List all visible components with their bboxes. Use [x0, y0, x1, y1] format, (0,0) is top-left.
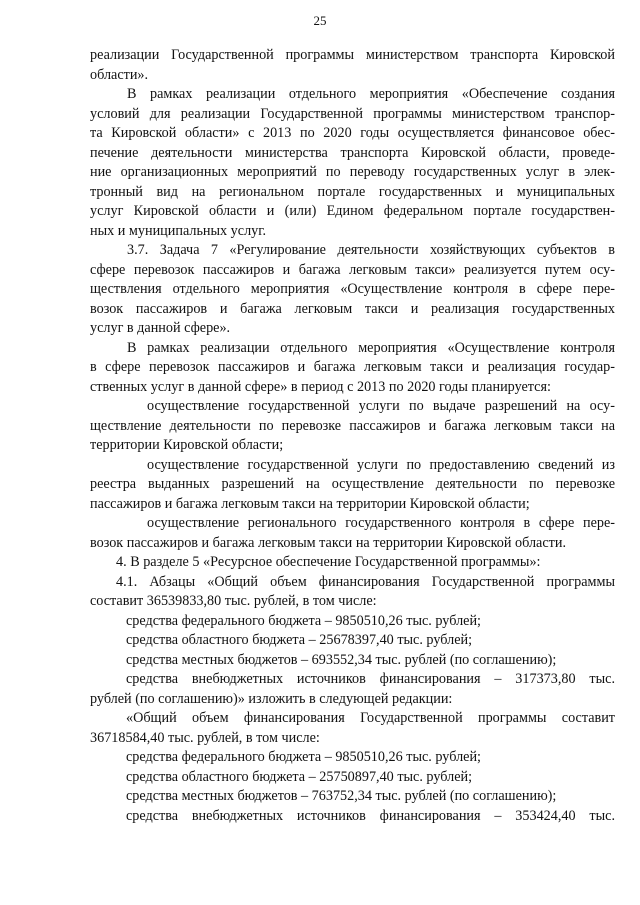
text-line: реализации Государственной программы министерством транспорта Кировской: [90, 47, 615, 63]
text-line: 3.7. Задача 7 «Регулирование деятельности хозяйствующих субъектов в: [127, 242, 615, 258]
text-line: области».: [90, 66, 149, 83]
text-line: реестра выданных разрешений на осуществление деятельности по перевозке: [90, 476, 615, 492]
text-line: 4. В разделе 5 «Ресурсное обеспечение Государственной программы»:: [116, 554, 541, 570]
text-line: ственных услуг в данной сфере» в период с 2013 по 2020 годы планируется:: [90, 378, 551, 395]
text-line: средства местных бюджетов – 693552,34 тыс. рублей (по соглашению);: [126, 651, 557, 668]
document-body: [90, 46, 615, 826]
text-line: средства внебюджетных источников финансирования – 353424,40 тыс.: [126, 807, 615, 824]
text-line: пассажиров и багажа легковым такси на территории Кировской области;: [90, 495, 530, 512]
text-line: ществление деятельности по перевозке пассажиров и багажа легковым такси на: [90, 417, 615, 434]
text-line: сфере перевозок пассажиров и багажа легковым такси» реализуется путем осу-: [90, 261, 615, 278]
text-line: средства областного бюджета – 25678397,40 тыс. рублей;: [126, 632, 473, 648]
text-line: услуг в данной сфере».: [90, 320, 231, 336]
text-line: «Общий объем финансирования Государственной программы составит: [126, 710, 615, 726]
text-line: 4.1. Абзацы «Общий объем финансирования Государственной программы: [116, 573, 615, 590]
text-line: средства внебюджетных источников финансирования – 317373,80 тыс.: [126, 671, 615, 687]
text-line: тронный вид на региональном портале государственных и муниципальных: [90, 183, 615, 200]
text-line: осуществление регионального государственного контроля в сфере пере-: [147, 515, 615, 531]
text-line: ние организационных мероприятий по переводу государственных услуг в элек-: [90, 164, 615, 180]
text-line: рублей (по соглашению)» изложить в следующей редакции:: [90, 690, 453, 707]
text-line: осуществление государственной услуги по выдаче разрешений на осу-: [147, 398, 615, 414]
text-line: ных и муниципальных услуг.: [90, 222, 267, 239]
text-line: условий для реализации Государственной программы министерством транспор-: [90, 105, 615, 122]
text-line: в сфере перевозок пассажиров и багажа легковым такси и реализация государ-: [90, 359, 615, 375]
text-line: печение деятельности министерства транспорта Кировской области, проведе-: [90, 144, 615, 161]
text-line: территории Кировской области;: [90, 437, 284, 453]
text-line: средства федерального бюджета – 9850510,26 тыс. рублей;: [126, 612, 481, 629]
text-line: ществления отдельного мероприятия «Осуществление контроля в сфере пере-: [90, 281, 615, 297]
text-line: средства областного бюджета – 25750897,40 тыс. рублей;: [126, 768, 473, 785]
text-line: услуг Кировской области и (или) Едином федеральном портале государствен-: [90, 203, 615, 219]
text-line: средства федерального бюджета – 9850510,26 тыс. рублей;: [126, 749, 481, 765]
text-line: та Кировской области» с 2013 по 2020 годы осуществляется финансовое обес-: [90, 125, 615, 141]
text-line: возок пассажиров и багажа легковым такси на территории Кировской области.: [90, 534, 566, 551]
text-line: составит 36539833,80 тыс. рублей, в том числе:: [90, 593, 377, 609]
text-line: средства местных бюджетов – 763752,34 тыс. рублей (по соглашению);: [126, 788, 557, 804]
page-number: 25: [313, 13, 327, 28]
text-line: осуществление государственной услуги по предоставлению сведений из: [147, 456, 615, 473]
text-line: В рамках реализации отдельного мероприятия «Обеспечение создания: [127, 86, 615, 102]
text-line: возок пассажиров и багажа легковым такси и реализация государственных: [90, 300, 615, 317]
text-line: 36718584,40 тыс. рублей, в том числе:: [90, 729, 320, 746]
text-line: В рамках реализации отдельного мероприятия «Осуществление контроля: [127, 339, 615, 356]
